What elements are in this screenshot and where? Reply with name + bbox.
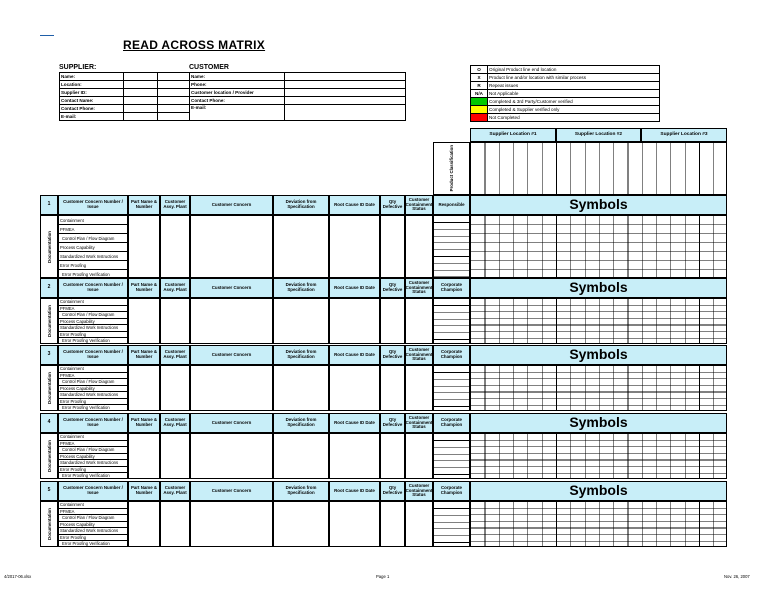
owner-header: Responsible xyxy=(433,195,470,215)
column-header-concern: Customer Concern Number / Issue xyxy=(58,345,128,365)
entry-cell-root-cause[interactable] xyxy=(329,215,380,278)
column-header-qty: Qty Defective xyxy=(380,413,405,433)
doc-item: Containment xyxy=(59,299,127,306)
column-header-containment: Customer Containment Status xyxy=(405,481,433,501)
entry-cell-containment[interactable] xyxy=(405,298,433,344)
column-header-plant: Customer Assy. Plant xyxy=(160,345,190,365)
customer-name-label: Name: xyxy=(190,73,285,81)
supplier-email-field[interactable] xyxy=(124,113,158,121)
column-header-part: Part Name & Number xyxy=(128,278,160,298)
column-header-customer-concern: Customer Concern xyxy=(190,278,273,298)
entry-cell-part[interactable] xyxy=(128,365,160,411)
supplier-contact-label: Contact Name: xyxy=(60,97,124,105)
documentation-label: Documentation xyxy=(46,372,52,404)
customer-info-table xyxy=(189,72,406,121)
entry-cell-plant[interactable] xyxy=(160,215,190,278)
doc-items-column xyxy=(58,501,128,547)
location-subcolumns xyxy=(470,142,727,195)
supplier-id-label: Supplier ID: xyxy=(60,89,124,97)
customer-contact-phone-label: Contact Phone: xyxy=(190,97,285,105)
column-header-root-cause: Root Cause ID Date xyxy=(329,345,380,365)
doc-item: Control Plan / Flow Diagram xyxy=(59,312,127,319)
entry-cell-containment[interactable] xyxy=(405,433,433,479)
column-header-qty: Qty Defective xyxy=(380,278,405,298)
supplier-location-field-2[interactable] xyxy=(158,81,190,89)
entry-cell-deviation[interactable] xyxy=(273,215,329,278)
doc-item: Control Plan / Flow Diagram xyxy=(59,234,127,243)
legend-row xyxy=(471,82,660,90)
supplier-id-field-2[interactable] xyxy=(158,89,190,97)
location-grid[interactable] xyxy=(470,215,727,278)
legend-table xyxy=(470,65,660,122)
entry-cell-customer-concern[interactable] xyxy=(190,501,273,547)
legend-code: O xyxy=(471,66,488,74)
legend-swatch-red xyxy=(471,114,488,122)
entry-cell-containment[interactable] xyxy=(405,501,433,547)
doc-items-column xyxy=(58,433,128,479)
entry-cell-qty[interactable] xyxy=(380,433,405,479)
doc-item: Process Capability xyxy=(59,454,127,461)
entry-cell-part[interactable] xyxy=(128,501,160,547)
column-header-plant: Customer Assy. Plant xyxy=(160,195,190,215)
doc-item: Error Proofing xyxy=(59,261,127,270)
entry-cell-containment[interactable] xyxy=(405,365,433,411)
owner-entry-cell[interactable] xyxy=(433,433,470,479)
entry-cell-qty[interactable] xyxy=(380,215,405,278)
legend-row xyxy=(471,66,660,74)
legend-text: Completed & Supplier verified only xyxy=(488,106,660,114)
owner-header: Corporate Champion xyxy=(433,278,470,298)
doc-item: Error Proofing xyxy=(59,535,127,542)
customer-email-label: E-mail: xyxy=(190,105,285,121)
column-header-concern: Customer Concern Number / Issue xyxy=(58,278,128,298)
doc-items-column xyxy=(58,365,128,411)
column-header-root-cause: Root Cause ID Date xyxy=(329,195,380,215)
doc-item: Control Plan / Flow Diagram xyxy=(59,515,127,522)
column-header-part: Part Name & Number xyxy=(128,195,160,215)
doc-item: Standardized Work Instructions xyxy=(59,392,127,399)
legend-text: Completed & 3rd Party/Customer verified xyxy=(488,98,660,106)
doc-item: Control Plan / Flow Diagram xyxy=(59,447,127,454)
column-header-qty: Qty Defective xyxy=(380,345,405,365)
supplier-name-field[interactable] xyxy=(124,73,158,81)
column-header-root-cause: Root Cause ID Date xyxy=(329,278,380,298)
doc-item: Error Proofing Verification xyxy=(59,338,127,344)
entry-cell-customer-concern[interactable] xyxy=(190,365,273,411)
documentation-cell xyxy=(40,501,58,547)
block-number: 2 xyxy=(40,278,58,298)
documentation-label: Documentation xyxy=(46,508,52,540)
documentation-cell xyxy=(40,365,58,411)
doc-item: Containment xyxy=(59,434,127,441)
column-header-deviation: Deviation from Specification xyxy=(273,195,329,215)
column-header-root-cause: Root Cause ID Date xyxy=(329,481,380,501)
supplier-contact-field-2[interactable] xyxy=(158,97,190,105)
legend-text: Product line and/or location with similar process xyxy=(488,74,660,82)
entry-cell-deviation[interactable] xyxy=(273,501,329,547)
doc-item: Standardized Work Instructions xyxy=(59,528,127,535)
supplier-email-field-2[interactable] xyxy=(158,113,190,121)
column-header-customer-concern: Customer Concern xyxy=(190,481,273,501)
location-grid[interactable] xyxy=(470,365,727,411)
documentation-cell xyxy=(40,433,58,479)
legend-code: N/A xyxy=(471,90,488,98)
column-header-containment: Customer Containment Status xyxy=(405,345,433,365)
column-header-containment: Customer Containment Status xyxy=(405,413,433,433)
doc-item: Error Proofing xyxy=(59,467,127,474)
footer-date: Nov. 26, 2007 xyxy=(724,574,750,579)
doc-item: Containment xyxy=(59,502,127,509)
doc-item: PFMEA xyxy=(59,306,127,313)
supplier-id-field[interactable] xyxy=(124,89,158,97)
legend-row xyxy=(471,90,660,98)
legend-text: Repeat issues xyxy=(488,82,660,90)
legend-code: R xyxy=(471,82,488,90)
entry-cell-qty[interactable] xyxy=(380,298,405,344)
doc-item: Error Proofing xyxy=(59,399,127,406)
column-header-part: Part Name & Number xyxy=(128,345,160,365)
entry-cell-deviation[interactable] xyxy=(273,365,329,411)
column-header-concern: Customer Concern Number / Issue xyxy=(58,481,128,501)
legend-row xyxy=(471,98,660,106)
entry-cell-qty[interactable] xyxy=(380,501,405,547)
column-header-part: Part Name & Number xyxy=(128,481,160,501)
documentation-label: Documentation xyxy=(46,305,52,337)
doc-item: Standardized Work Instructions xyxy=(59,460,127,467)
doc-item: Process Capability xyxy=(59,522,127,529)
legend-text: Not Completed xyxy=(488,114,660,122)
location-header-2: Supplier Location #2 xyxy=(556,128,641,142)
doc-item: Error Proofing Verification xyxy=(59,541,127,547)
location-grid[interactable] xyxy=(470,501,727,547)
entry-cell-plant[interactable] xyxy=(160,298,190,344)
owner-entry-cell[interactable] xyxy=(433,365,470,411)
symbols-banner: Symbols xyxy=(470,278,727,298)
entry-cell-containment[interactable] xyxy=(405,215,433,278)
customer-phone-field[interactable] xyxy=(285,81,406,89)
legend-code: X xyxy=(471,74,488,82)
column-header-plant: Customer Assy. Plant xyxy=(160,481,190,501)
documentation-cell xyxy=(40,298,58,344)
symbols-banner: Symbols xyxy=(470,345,727,365)
symbols-banner: Symbols xyxy=(470,413,727,433)
entry-cell-deviation[interactable] xyxy=(273,298,329,344)
product-classification-cell xyxy=(433,142,470,195)
column-header-customer-concern: Customer Concern xyxy=(190,413,273,433)
entry-cell-root-cause[interactable] xyxy=(329,433,380,479)
doc-item: Error Proofing xyxy=(59,332,127,339)
entry-cell-customer-concern[interactable] xyxy=(190,215,273,278)
location-grid[interactable] xyxy=(470,433,727,479)
doc-item: Process Capability xyxy=(59,386,127,393)
column-header-deviation: Deviation from Specification xyxy=(273,345,329,365)
doc-item: Containment xyxy=(59,216,127,225)
column-header-customer-concern: Customer Concern xyxy=(190,195,273,215)
owner-entry-cell[interactable] xyxy=(433,298,470,344)
footer-filename: 4/2017-06.xlsx xyxy=(4,574,32,579)
block-number: 4 xyxy=(40,413,58,433)
doc-item: PFMEA xyxy=(59,441,127,448)
column-header-plant: Customer Assy. Plant xyxy=(160,278,190,298)
doc-items-column xyxy=(58,215,128,278)
column-header-concern: Customer Concern Number / Issue xyxy=(58,195,128,215)
entry-cell-root-cause[interactable] xyxy=(329,501,380,547)
legend-row xyxy=(471,74,660,82)
column-header-containment: Customer Containment Status xyxy=(405,278,433,298)
doc-items-column xyxy=(58,298,128,344)
entry-cell-part[interactable] xyxy=(128,215,160,278)
legend-swatch-green xyxy=(471,98,488,106)
column-header-customer-concern: Customer Concern xyxy=(190,345,273,365)
location-header-3: Supplier Location #3 xyxy=(641,128,727,142)
documentation-label: Documentation xyxy=(46,440,52,472)
supplier-name-field-2[interactable] xyxy=(158,73,190,81)
legend-row xyxy=(471,114,660,122)
column-header-root-cause: Root Cause ID Date xyxy=(329,413,380,433)
customer-location-field[interactable] xyxy=(285,89,406,97)
doc-item: PFMEA xyxy=(59,373,127,380)
entry-cell-customer-concern[interactable] xyxy=(190,433,273,479)
doc-item: Containment xyxy=(59,366,127,373)
product-classification-label: Product Classification xyxy=(449,145,454,192)
entry-cell-plant[interactable] xyxy=(160,501,190,547)
customer-contact-phone-field[interactable] xyxy=(285,97,406,105)
customer-location-label: Customer location / Provider xyxy=(190,89,285,97)
symbols-banner: Symbols xyxy=(470,195,727,215)
doc-item: Standardized Work Instructions xyxy=(59,325,127,332)
customer-name-field[interactable] xyxy=(285,73,406,81)
doc-item: PFMEA xyxy=(59,509,127,516)
legend-text: Original Product line end location xyxy=(488,66,660,74)
supplier-location-label: Location: xyxy=(60,81,124,89)
supplier-email-label: E-mail: xyxy=(60,113,124,121)
supplier-heading: SUPPLIER: xyxy=(59,64,97,71)
column-header-deviation: Deviation from Specification xyxy=(273,481,329,501)
header-rule xyxy=(40,35,54,36)
doc-item: Error Proofing Verification xyxy=(59,473,127,479)
doc-item: Error Proofing Verification xyxy=(59,270,127,278)
column-header-containment: Customer Containment Status xyxy=(405,195,433,215)
block-number: 5 xyxy=(40,481,58,501)
customer-phone-label: Phone: xyxy=(190,81,285,89)
supplier-phone-field-2[interactable] xyxy=(158,105,190,113)
entry-cell-qty[interactable] xyxy=(380,365,405,411)
documentation-cell xyxy=(40,215,58,278)
entry-cell-root-cause[interactable] xyxy=(329,298,380,344)
owner-entry-cell[interactable] xyxy=(433,501,470,547)
footer-page: Page 1 xyxy=(376,574,390,579)
column-header-plant: Customer Assy. Plant xyxy=(160,413,190,433)
entry-cell-part[interactable] xyxy=(128,433,160,479)
column-header-deviation: Deviation from Specification xyxy=(273,278,329,298)
location-header-1: Supplier Location #1 xyxy=(470,128,556,142)
owner-header: Corporate Champion xyxy=(433,413,470,433)
location-grid[interactable] xyxy=(470,298,727,344)
doc-item: Process Capability xyxy=(59,319,127,326)
legend-swatch-yellow xyxy=(471,106,488,114)
doc-item: Error Proofing Verification xyxy=(59,405,127,411)
column-header-qty: Qty Defective xyxy=(380,195,405,215)
supplier-phone-label: Contact Phone: xyxy=(60,105,124,113)
owner-entry-cell[interactable] xyxy=(433,215,470,278)
column-header-part: Part Name & Number xyxy=(128,413,160,433)
owner-header: Corporate Champion xyxy=(433,345,470,365)
column-header-qty: Qty Defective xyxy=(380,481,405,501)
column-header-concern: Customer Concern Number / Issue xyxy=(58,413,128,433)
page-title: READ ACROSS MATRIX xyxy=(123,38,266,52)
doc-item: Standardized Work Instructions xyxy=(59,252,127,261)
owner-header: Corporate Champion xyxy=(433,481,470,501)
customer-email-field[interactable] xyxy=(285,105,406,121)
block-number: 1 xyxy=(40,195,58,215)
symbols-banner: Symbols xyxy=(470,481,727,501)
entry-cell-plant[interactable] xyxy=(160,365,190,411)
supplier-info-table xyxy=(59,72,190,121)
block-number: 3 xyxy=(40,345,58,365)
entry-cell-plant[interactable] xyxy=(160,433,190,479)
doc-item: Process Capability xyxy=(59,243,127,252)
legend-row xyxy=(471,106,660,114)
entry-cell-part[interactable] xyxy=(128,298,160,344)
entry-cell-root-cause[interactable] xyxy=(329,365,380,411)
column-header-deviation: Deviation from Specification xyxy=(273,413,329,433)
customer-heading: CUSTOMER xyxy=(189,64,229,71)
supplier-location-field[interactable] xyxy=(124,81,158,89)
legend-text: Not Applicable xyxy=(488,90,660,98)
documentation-label: Documentation xyxy=(46,230,52,263)
doc-item: PFMEA xyxy=(59,225,127,234)
supplier-name-label: Name: xyxy=(60,73,124,81)
entry-cell-customer-concern[interactable] xyxy=(190,298,273,344)
supplier-phone-field[interactable] xyxy=(124,105,158,113)
doc-item: Control Plan / Flow Diagram xyxy=(59,379,127,386)
entry-cell-deviation[interactable] xyxy=(273,433,329,479)
supplier-contact-field[interactable] xyxy=(124,97,158,105)
